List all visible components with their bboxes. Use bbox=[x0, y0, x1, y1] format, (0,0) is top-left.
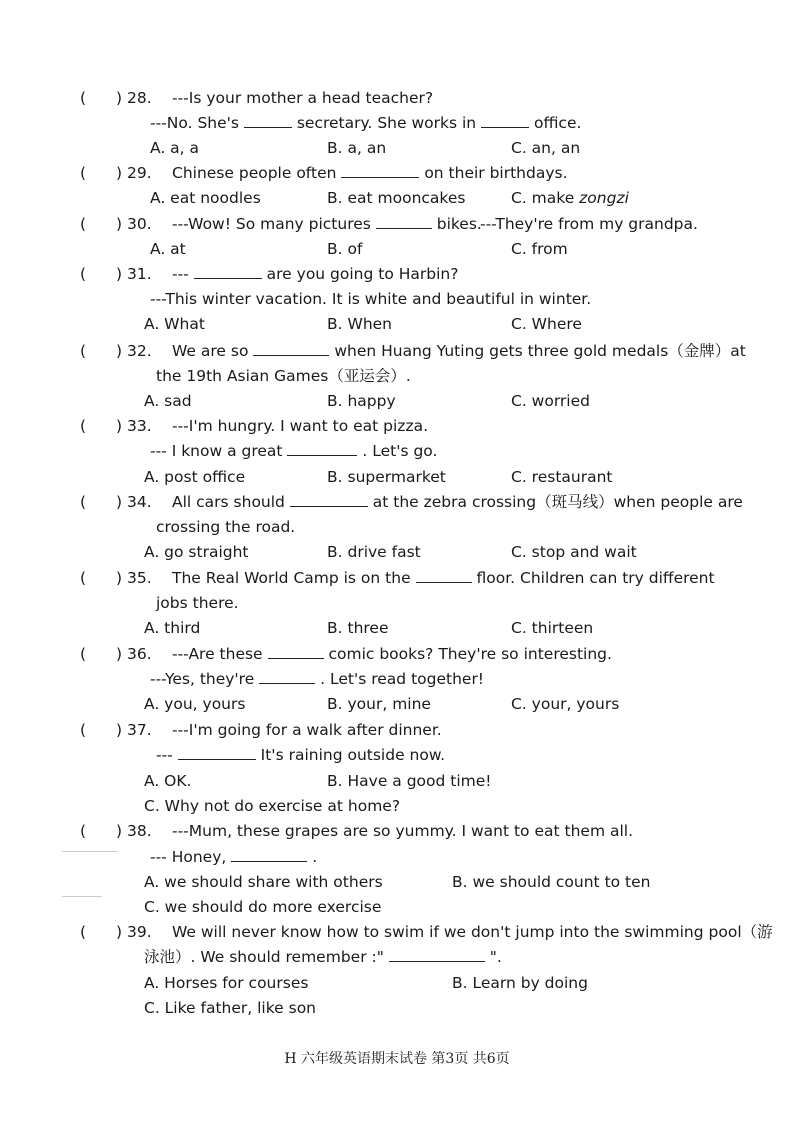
text: We are so bbox=[172, 342, 249, 360]
option-c: C. restaurant bbox=[511, 468, 613, 486]
blank bbox=[341, 163, 419, 178]
blank bbox=[389, 947, 485, 962]
text: . Let's go. bbox=[362, 442, 438, 460]
option-a: A. post office bbox=[144, 468, 246, 486]
blank bbox=[231, 847, 307, 862]
question-34-line2: crossing the road. bbox=[156, 518, 296, 536]
answer-text: ---They're from my grandpa. bbox=[480, 215, 698, 233]
option-a: A. sad bbox=[144, 392, 192, 410]
blank bbox=[287, 441, 357, 456]
option-a: A. at bbox=[150, 240, 186, 258]
question-number: ) 29. bbox=[116, 164, 152, 182]
option-a: A. What bbox=[144, 315, 205, 333]
text: at the zebra crossing（斑马线）when people are bbox=[372, 493, 743, 511]
option-a: A. eat noodles bbox=[150, 189, 261, 207]
text: It's raining outside now. bbox=[260, 746, 446, 764]
question-37-line2 bbox=[156, 745, 445, 765]
blank bbox=[376, 214, 432, 229]
text: C. make bbox=[511, 189, 575, 207]
option-c: C. worried bbox=[511, 392, 590, 410]
text: The Real World Camp is on the bbox=[172, 569, 411, 587]
option-c: C. thirteen bbox=[511, 619, 594, 637]
text: bikes. bbox=[436, 215, 482, 233]
question-38-line2 bbox=[150, 847, 317, 867]
question-text bbox=[172, 163, 568, 183]
answer-paren: ( bbox=[80, 89, 87, 107]
page-footer: H 六年级英语期末试卷 第3页 共6页 bbox=[284, 1051, 510, 1067]
option-c bbox=[511, 188, 629, 208]
answer-paren: ( bbox=[80, 417, 87, 435]
question-text: We will never know how to swim if we don't jump into the swimming pool（游 bbox=[172, 923, 773, 941]
question-text bbox=[172, 341, 746, 361]
question-number: ) 34. bbox=[116, 493, 152, 511]
question-text bbox=[172, 568, 715, 588]
text: floor. Children can try different bbox=[476, 569, 715, 587]
option-c: C. Why not do exercise at home? bbox=[144, 797, 401, 815]
blank bbox=[244, 113, 292, 128]
text: . bbox=[312, 848, 318, 866]
blank bbox=[259, 669, 315, 684]
option-a: A. we should share with others bbox=[144, 873, 383, 891]
question-number: ) 37. bbox=[116, 721, 152, 739]
answer-paren: ( bbox=[80, 215, 87, 233]
text: --- Honey, bbox=[150, 848, 227, 866]
text: when Huang Yuting gets three gold medals（金牌）at bbox=[334, 342, 746, 360]
question-31-line2: ---This winter vacation. It is white and beautiful in winter. bbox=[150, 290, 592, 308]
question-28-line2 bbox=[150, 113, 581, 133]
option-a: A. go straight bbox=[144, 543, 249, 561]
question-number: ) 35. bbox=[116, 569, 152, 587]
text: on their birthdays. bbox=[424, 164, 568, 182]
blank bbox=[178, 745, 256, 760]
text: --- I know a great bbox=[150, 442, 283, 460]
question-36-line2 bbox=[150, 669, 484, 689]
question-text bbox=[172, 492, 743, 512]
question-number: ) 39. bbox=[116, 923, 152, 941]
blank bbox=[194, 264, 262, 279]
question-number: ) 36. bbox=[116, 645, 152, 663]
option-b: B. Learn by doing bbox=[452, 974, 588, 992]
option-c: C. an, an bbox=[511, 139, 581, 157]
blank bbox=[253, 341, 329, 356]
option-b: B. drive fast bbox=[327, 543, 421, 561]
text: --- bbox=[172, 265, 189, 283]
question-number: ) 32. bbox=[116, 342, 152, 360]
option-c: C. Where bbox=[511, 315, 582, 333]
question-text bbox=[172, 644, 612, 664]
option-b: B. of bbox=[327, 240, 363, 258]
text: All cars should bbox=[172, 493, 285, 511]
option-b: B. When bbox=[327, 315, 392, 333]
blank bbox=[416, 568, 472, 583]
option-c: C. your, yours bbox=[511, 695, 620, 713]
text: comic books? They're so interesting. bbox=[328, 645, 612, 663]
answer-paren: ( bbox=[80, 164, 87, 182]
text: zongzi bbox=[579, 189, 629, 207]
scan-artifact bbox=[62, 896, 102, 897]
option-b: B. supermarket bbox=[327, 468, 446, 486]
scan-artifact bbox=[62, 851, 118, 852]
option-a: A. a, a bbox=[150, 139, 200, 157]
option-b: B. a, an bbox=[327, 139, 387, 157]
question-number: ) 30. bbox=[116, 215, 152, 233]
answer-paren: ( bbox=[80, 822, 87, 840]
question-number: ) 31. bbox=[116, 265, 152, 283]
answer-paren: ( bbox=[80, 569, 87, 587]
question-text: ---I'm going for a walk after dinner. bbox=[172, 721, 442, 739]
option-a: A. Horses for courses bbox=[144, 974, 309, 992]
text: ---Yes, they're bbox=[150, 670, 255, 688]
blank bbox=[268, 644, 324, 659]
option-b: B. Have a good time! bbox=[327, 772, 492, 790]
answer-paren: ( bbox=[80, 923, 87, 941]
text: office. bbox=[533, 114, 582, 132]
question-35-line2: jobs there. bbox=[156, 594, 239, 612]
answer-paren: ( bbox=[80, 721, 87, 739]
answer-paren: ( bbox=[80, 342, 87, 360]
text: ---Are these bbox=[172, 645, 263, 663]
option-c: C. Like father, like son bbox=[144, 999, 317, 1017]
option-c: C. from bbox=[511, 240, 568, 258]
question-number: ) 28. bbox=[116, 89, 152, 107]
option-a: A. third bbox=[144, 619, 201, 637]
text: Chinese people often bbox=[172, 164, 337, 182]
answer-paren: ( bbox=[80, 265, 87, 283]
option-c: C. stop and wait bbox=[511, 543, 637, 561]
option-c: C. we should do more exercise bbox=[144, 898, 382, 916]
text: . Let's read together! bbox=[320, 670, 485, 688]
blank bbox=[290, 492, 368, 507]
text: --- bbox=[156, 746, 173, 764]
question-text bbox=[172, 214, 482, 234]
option-a: A. you, yours bbox=[144, 695, 246, 713]
question-text: ---Is your mother a head teacher? bbox=[172, 89, 434, 107]
text: ---Wow! So many pictures bbox=[172, 215, 371, 233]
question-text: ---I'm hungry. I want to eat pizza. bbox=[172, 417, 429, 435]
question-text: ---Mum, these grapes are so yummy. I want to eat them all. bbox=[172, 822, 634, 840]
option-b: B. we should count to ten bbox=[452, 873, 651, 891]
question-number: ) 38. bbox=[116, 822, 152, 840]
option-b: B. eat mooncakes bbox=[327, 189, 466, 207]
question-33-line2 bbox=[150, 441, 437, 461]
text: secretary. She works in bbox=[296, 114, 477, 132]
option-b: B. happy bbox=[327, 392, 396, 410]
blank bbox=[481, 113, 529, 128]
question-39-line2 bbox=[144, 947, 502, 967]
option-b: B. three bbox=[327, 619, 389, 637]
answer-paren: ( bbox=[80, 645, 87, 663]
text: ". bbox=[489, 948, 502, 966]
question-number: ) 33. bbox=[116, 417, 152, 435]
question-text bbox=[172, 264, 458, 284]
text: are you going to Harbin? bbox=[266, 265, 459, 283]
option-a: A. OK. bbox=[144, 772, 192, 790]
question-32-line2: the 19th Asian Games（亚运会）. bbox=[156, 367, 411, 385]
answer-paren: ( bbox=[80, 493, 87, 511]
text: 泳池）. We should remember :" bbox=[144, 948, 384, 966]
text: ---No. She's bbox=[150, 114, 239, 132]
option-b: B. your, mine bbox=[327, 695, 431, 713]
